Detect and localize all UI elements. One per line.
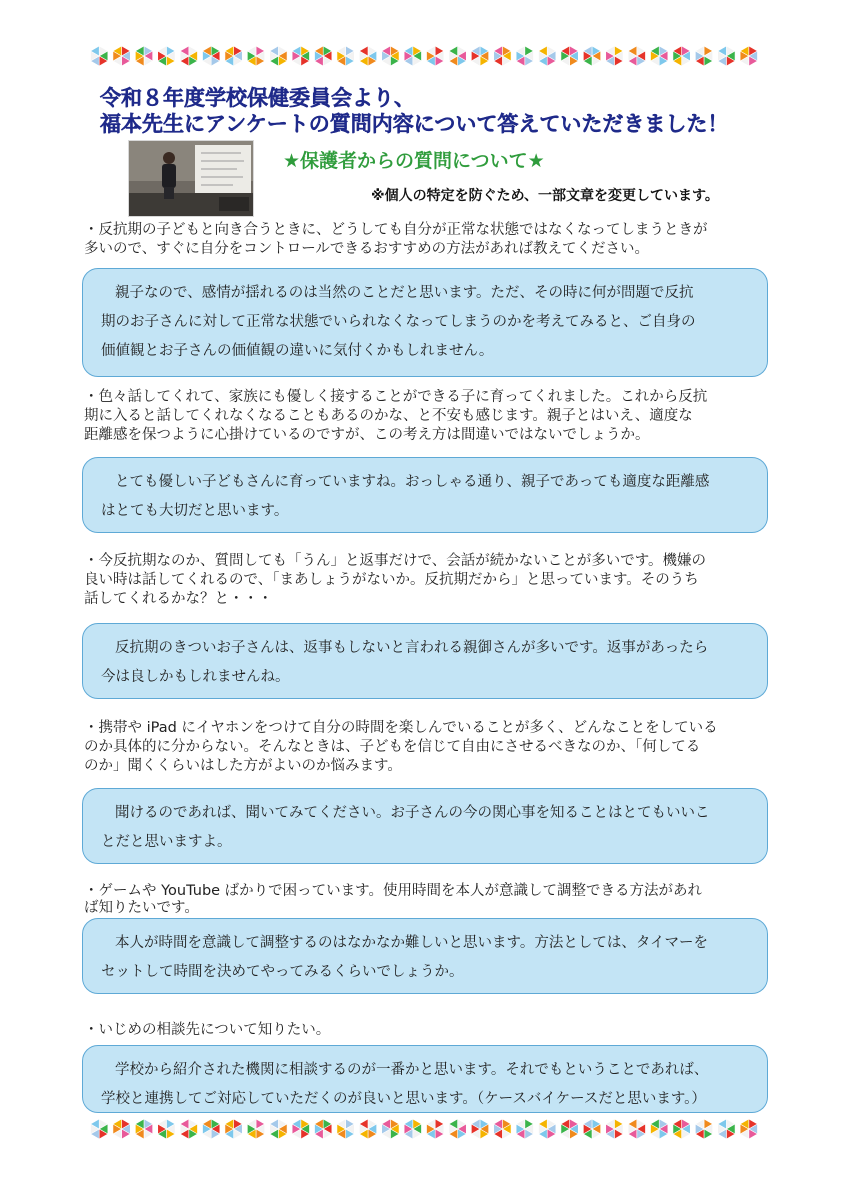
answer-box-4: [82, 788, 768, 864]
answer-box-6: [82, 1045, 768, 1113]
answer-box-3: [82, 623, 768, 699]
hexagon-ornament: [516, 1119, 533, 1139]
page-title-line-2: 福本先生にアンケートの質問内容について答えていただきました！: [100, 112, 729, 136]
hexagon-ornament: [135, 46, 152, 66]
privacy-note: ※個人の特定を防ぐため、一部文章を変更しています。: [371, 188, 719, 204]
hexagon-ornament: [561, 1119, 578, 1139]
question-5: [84, 882, 786, 916]
answer-box-1: [82, 268, 768, 377]
hexagon-ornament: [359, 1119, 376, 1139]
question-4: [84, 719, 786, 776]
question-line: ・いじめの相談先について知りたい。: [84, 1022, 331, 1038]
hexagon-ornament: [158, 46, 175, 66]
answer-box-5: [82, 918, 768, 994]
hexagon-ornament: [516, 46, 533, 66]
hexagon-ornament: [315, 46, 332, 66]
hexagon-ornament: [91, 1119, 108, 1139]
hexagon-ornament: [583, 46, 600, 66]
hexagon-ornament: [718, 1119, 735, 1139]
hexagon-ornament: [203, 46, 220, 66]
question-line: 話してくれるかな？と・・・: [84, 591, 273, 607]
answer-line: 聞けるのであれば、聞いてみてください。お子さんの今の関心事を知ることはとてもいいこ: [115, 805, 710, 821]
hexagon-ornament: [539, 1119, 556, 1139]
hexagon-ornament: [427, 1119, 444, 1139]
hexagon-ornament: [203, 1119, 220, 1139]
hexagon-ornament: [471, 46, 488, 66]
question-line: ば知りたいです。: [84, 900, 199, 916]
hexagon-ornament: [337, 46, 354, 66]
question-line: ・ゲームや YouTube ばかりで困っています。使用時間を本人が意識して調整できる方法があれ: [84, 883, 703, 899]
question-3: [84, 552, 786, 609]
hexagon-ornament: [651, 1119, 668, 1139]
question-1: [84, 221, 786, 259]
hexagon-ornament: [158, 1119, 175, 1139]
hexagon-ornament: [404, 1119, 421, 1139]
hexagon-ornament: [740, 1119, 757, 1139]
answer-line: はとても大切だと思います。: [101, 503, 289, 519]
hexagon-ornament: [247, 1119, 264, 1139]
hexagon-ornament: [673, 46, 690, 66]
hexagon-ornament: [225, 46, 242, 66]
hexagon-ornament: [292, 1119, 309, 1139]
answer-line: 今は良しかもしれませんね。: [101, 669, 290, 685]
hexagon-ornament: [180, 46, 197, 66]
hexagon-ornament: [606, 46, 623, 66]
answer-line: 反抗期のきついお子さんは、返事もしないと言われる親御さんが多いです。返事があったら: [115, 640, 709, 656]
answer-line: 期のお子さんに対して正常な状態でいられなくなってしまうのかを考えてみると、ご自身の: [101, 314, 696, 330]
hexagon-ornament: [628, 1119, 645, 1139]
hexagon-ornament: [113, 46, 130, 66]
answer-line: セットして時間を決めてやってみるくらいでしょうか。: [101, 964, 464, 980]
hexagon-border-bottom: [88, 1118, 760, 1140]
hexagon-border-top: [88, 45, 760, 67]
answer-line: 親子なので、感情が揺れるのは当然のことだと思います。ただ、その時に何が問題で反抗: [115, 285, 694, 301]
hexagon-ornament: [225, 1119, 242, 1139]
question-line: ・反抗期の子どもと向き合うときに、どうしても自分が正常な状態ではなくなってしまうときが: [84, 222, 708, 238]
hexagon-ornament: [606, 1119, 623, 1139]
hexagon-ornament: [494, 1119, 511, 1139]
hexagon-ornament: [718, 46, 735, 66]
hexagon-ornament: [449, 1119, 466, 1139]
hexagon-ornament: [382, 46, 399, 66]
question-line: 多いので、すぐに自分をコントロールできるおすすめの方法があれば教えてください。: [84, 241, 650, 257]
question-line: 良い時は話してくれるので、「まあしょうがないか。反抗期だから」と思っています。そのうち: [84, 572, 699, 588]
hexagon-ornament: [247, 46, 264, 66]
hexagon-ornament: [292, 46, 309, 66]
hexagon-ornament: [91, 46, 108, 66]
question-line: ・今反抗期なのか、質問しても「うん」と返事だけで、会話が続かないことが多いです。機嫌の: [84, 553, 707, 569]
question-line: のか」聞くくらいはした方がよいのか悩みます。: [84, 758, 402, 774]
hexagon-ornament: [695, 1119, 712, 1139]
answer-line: とだと思いますよ。: [101, 834, 232, 850]
answer-line: 本人が時間を意識して調整するのはなかなか難しいと思います。方法としては、タイマーを: [115, 935, 709, 951]
hexagon-ornament: [337, 1119, 354, 1139]
hexagon-ornament: [494, 46, 511, 66]
question-line: 期に入ると話してくれなくなることもあるのかな、と不安も感じます。親子とはいえ、適度な: [84, 408, 693, 424]
question-line: 距離感を保つように心掛けているのですが、この考え方は間違いではないでしょうか。: [84, 427, 650, 443]
answer-line: 学校と連携してご対応していただくのが良いと思います。（ケースバイケースだと思います。）: [101, 1091, 706, 1107]
hexagon-ornament: [695, 46, 712, 66]
hexagon-ornament: [539, 46, 556, 66]
hexagon-ornament: [651, 46, 668, 66]
answer-line: 学校から紹介された機関に相談するのが一番かと思います。それでもということであれば、: [115, 1062, 709, 1078]
hexagon-ornament: [180, 1119, 197, 1139]
hexagon-ornament: [270, 46, 287, 66]
hexagon-ornament: [449, 46, 466, 66]
hexagon-ornament: [135, 1119, 152, 1139]
hexagon-ornament: [583, 1119, 600, 1139]
section-heading: ★保護者からの質問について★: [283, 150, 545, 172]
hexagon-ornament: [270, 1119, 287, 1139]
question-line: のか具体的に分からない。そんなときは、子どもを信じて自由にさせるべきなのか、「何してる: [84, 739, 701, 755]
hexagon-ornament: [740, 46, 757, 66]
hexagon-ornament: [113, 1119, 130, 1139]
hexagon-ornament: [359, 46, 376, 66]
hexagon-ornament: [404, 46, 421, 66]
lecture-photo-image: [129, 141, 253, 216]
hexagon-ornament: [315, 1119, 332, 1139]
question-2: [84, 388, 786, 445]
page-title-line-1: 令和８年度学校保健委員会より、: [100, 86, 415, 110]
answer-line: とても優しい子どもさんに育っていますね。おっしゃる通り、親子であっても適度な距離感: [115, 474, 710, 490]
hexagon-ornament: [628, 46, 645, 66]
hexagon-ornament: [427, 46, 444, 66]
question-line: ・色々話してくれて、家族にも優しく接することができる子に育ってくれました。これから反抗: [84, 389, 708, 405]
answer-box-2: [82, 457, 768, 533]
hexagon-ornament: [561, 46, 578, 66]
lecture-photo: [128, 140, 254, 217]
question-line: ・携帯や iPad にイヤホンをつけて自分の時間を楽しんでいることが多く、どんなことをしている: [84, 720, 718, 736]
hexagon-ornament: [673, 1119, 690, 1139]
question-6: [84, 1021, 786, 1040]
hexagon-ornament: [471, 1119, 488, 1139]
answer-line: 価値観とお子さんの価値観の違いに気付くかもしれません。: [101, 343, 494, 359]
hexagon-ornament: [382, 1119, 399, 1139]
